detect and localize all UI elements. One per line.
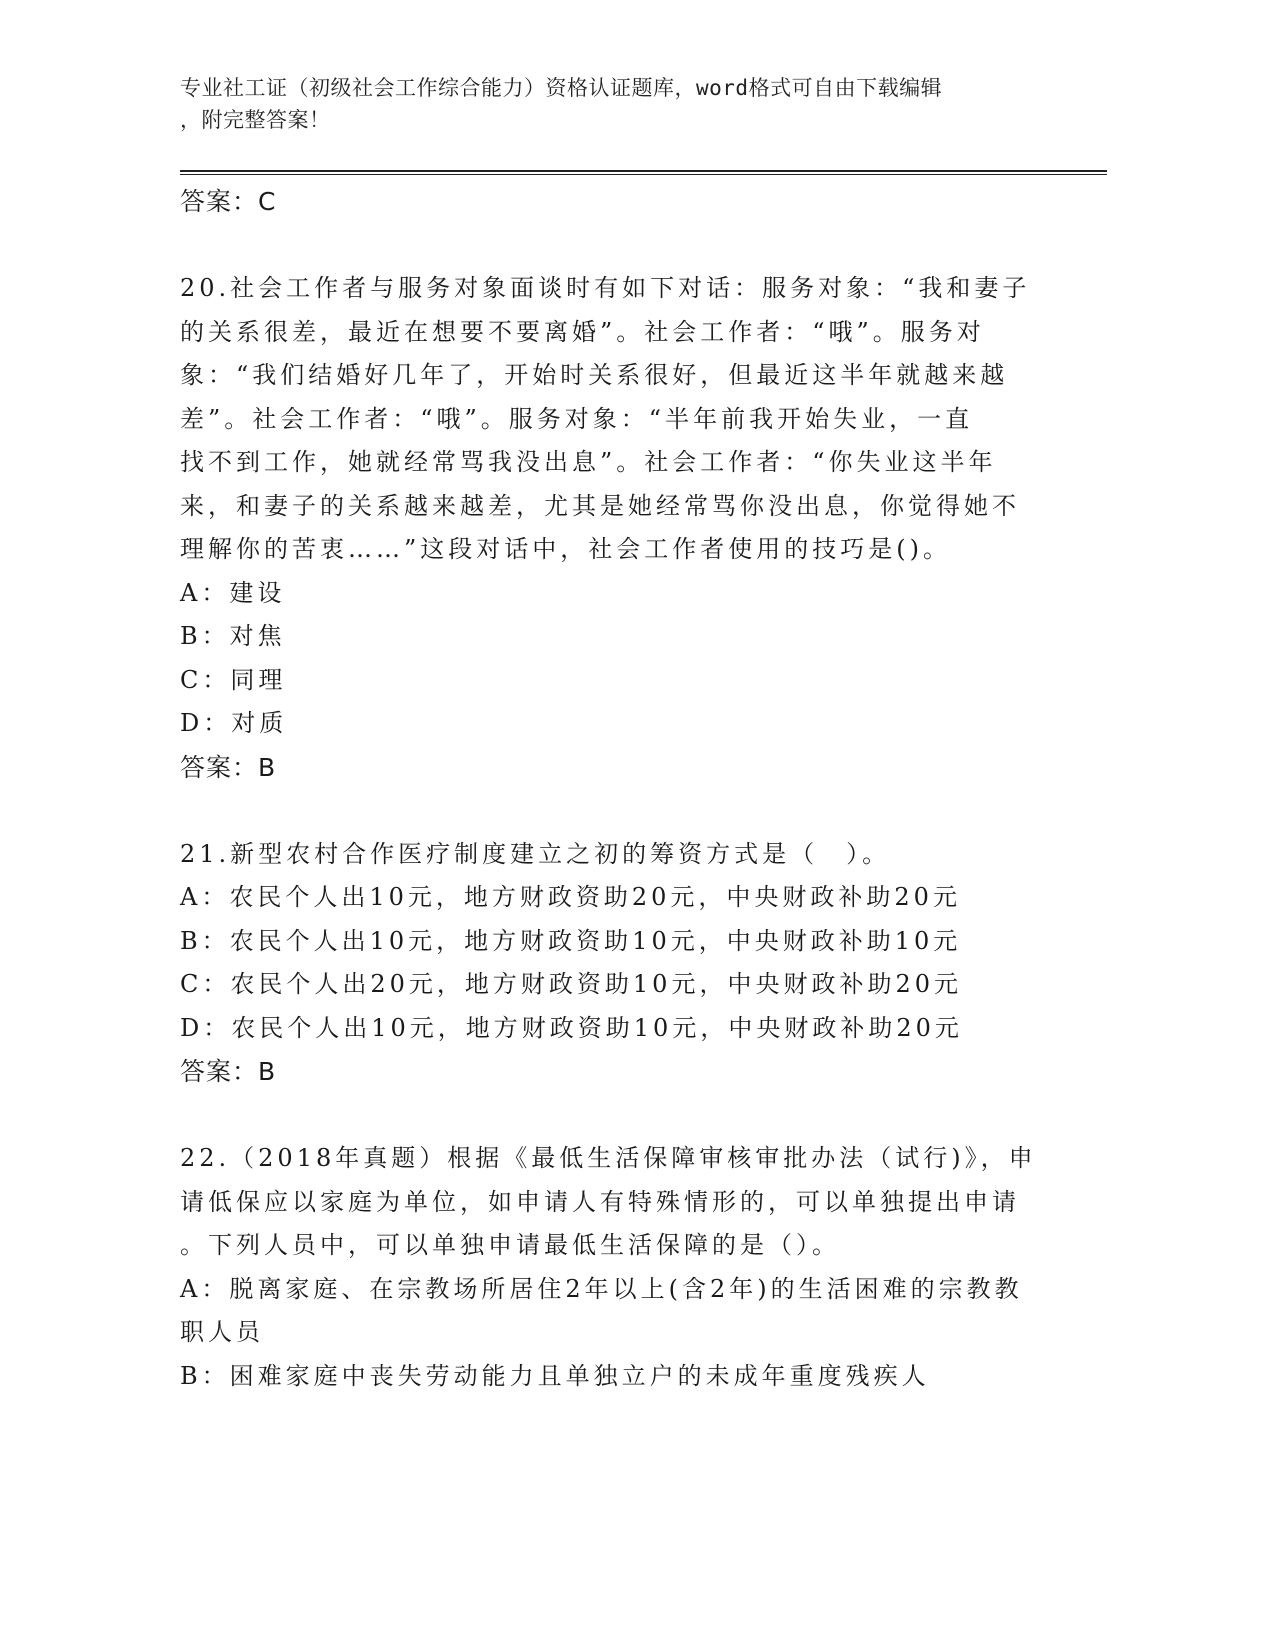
question-text-line: 来，和妻子的关系越来越差，尤其是她经常骂你没出息，你觉得她不: [180, 491, 1020, 520]
document-body: [180, 180, 1040, 1398]
question-21: [180, 833, 1040, 1094]
option-c: C：农民个人出20元，地方财政资助10元，中央财政补助20元: [180, 970, 962, 998]
option-b: B：困难家庭中丧失劳动能力且单独立户的未成年重度残疾人: [180, 1361, 930, 1390]
spacer: [180, 1094, 1040, 1138]
option-b: B：对焦: [180, 622, 286, 650]
question-text-line: 。下列人员中，可以单独申请最低生活保障的是（）。: [180, 1231, 840, 1259]
option-a: A：农民个人出10元，地方财政资助20元，中央财政补助20元: [180, 883, 961, 911]
option-a: A：脱离家庭、在宗教场所居住2年以上(含2年)的生活困难的宗教教: [180, 1274, 1023, 1303]
header-title-line-1: 专业社工证（初级社会工作综合能力）资格认证题库，word格式可自由下载编辑: [180, 76, 943, 100]
option-d: D：农民个人出10元，地方财政资助10元，中央财政补助20元: [180, 1013, 963, 1042]
option-d: D：对质: [180, 709, 288, 737]
answer-20: 答案：B: [180, 752, 277, 782]
page-header: [180, 72, 1060, 136]
option-b: B：农民个人出10元，地方财政资助10元，中央财政补助10元: [180, 926, 962, 955]
question-text-line: 21.新型农村合作医疗制度建立之初的筹资方式是（ ）。: [180, 839, 891, 868]
question-20: [180, 267, 1040, 789]
header-title-line-2: ，附完整答案！: [180, 108, 331, 132]
option-a-continued: 职人员: [180, 1318, 264, 1346]
answer-21: 答案：B: [180, 1057, 277, 1086]
question-text-line: 请低保应以家庭为单位，如申请人有特殊情形的，可以单独提出申请: [180, 1187, 1020, 1216]
question-text-line: 20.社会工作者与服务对象面谈时有如下对话：服务对象：“我和妻子: [180, 274, 1031, 302]
question-22: [180, 1137, 1040, 1398]
question-text-line: 象：“我们结婚好几年了，开始时关系很好，但最近这半年就越来越: [180, 361, 1009, 389]
spacer: [180, 789, 1040, 833]
answer-previous: 答案：C: [180, 187, 277, 216]
question-text-line: 差”。社会工作者：“哦”。服务对象：“半年前我开始失业，一直: [180, 404, 974, 433]
option-a: A：建设: [180, 578, 286, 607]
question-text-line: 理解你的苦衷……”这段对话中，社会工作者使用的技巧是()。: [180, 535, 951, 563]
option-c: C：同理: [180, 665, 287, 694]
question-text-line: 找不到工作，她就经常骂我没出息”。社会工作者：“你失业这半年: [180, 448, 997, 476]
question-text-line: 的关系很差，最近在想要不要离婚”。社会工作者：“哦”。服务对: [180, 317, 985, 346]
spacer: [180, 224, 1040, 268]
header-divider: [180, 170, 1107, 175]
question-text-line: 22.（2018年真题）根据《最低生活保障审核审批办法（试行)》，申: [180, 1144, 1037, 1172]
